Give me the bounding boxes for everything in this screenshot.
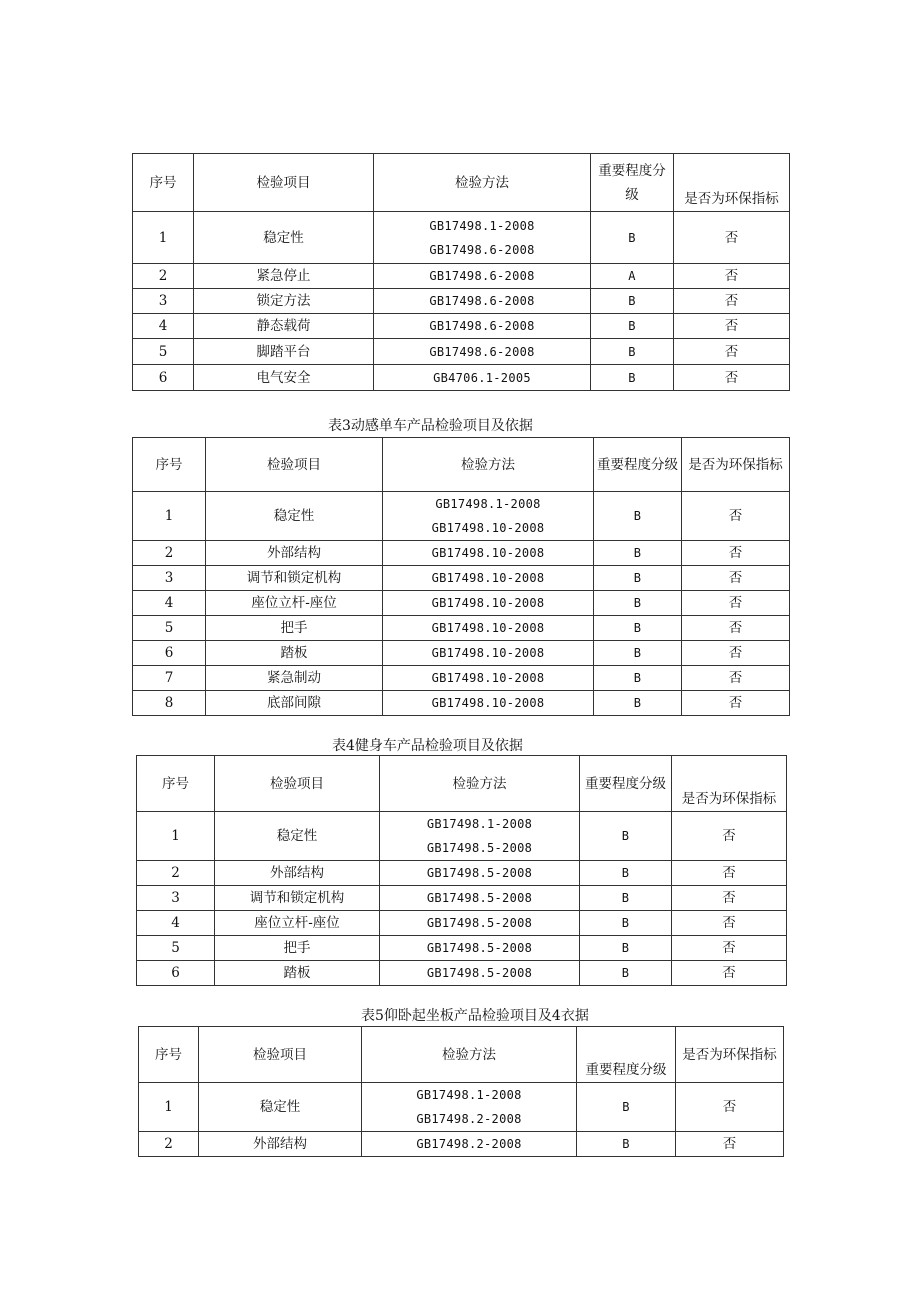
cell-inspection-item: 外部结构	[206, 541, 383, 566]
cell-serial-no: 7	[133, 666, 206, 691]
cell-serial-no: 8	[133, 691, 206, 716]
table-body	[133, 154, 790, 391]
cell-serial-no: 1	[137, 812, 215, 861]
table-row	[137, 911, 787, 936]
cell-environmental-indicator: 否	[672, 961, 787, 986]
method-standard: GB17498.1-2008	[416, 1088, 522, 1102]
table-row	[139, 1132, 784, 1157]
cell-inspection-method	[374, 314, 591, 339]
table-row	[133, 314, 790, 339]
header-inspection-item: 检验项目	[215, 756, 380, 812]
method-standard: GB17498.6-2008	[429, 294, 535, 308]
cell-inspection-item: 座位立杆-座位	[215, 911, 380, 936]
cell-inspection-method	[374, 339, 591, 365]
method-standard: GB17498.10-2008	[431, 521, 545, 535]
cell-importance-grade: B	[580, 861, 672, 886]
cell-environmental-indicator: 否	[674, 212, 790, 264]
table-body	[139, 1027, 784, 1157]
header-importance-grade: 重要程度分级	[591, 154, 674, 212]
cell-serial-no: 4	[137, 911, 215, 936]
cell-importance-grade: B	[594, 541, 682, 566]
cell-inspection-item: 外部结构	[215, 861, 380, 886]
cell-inspection-method	[380, 961, 580, 986]
method-standard: GB17498.10-2008	[431, 646, 545, 660]
method-standard: GB17498.5-2008	[426, 891, 533, 905]
header-environmental-indicator: 是否为环保指标	[674, 154, 790, 212]
cell-inspection-method	[383, 616, 594, 641]
header-inspection-item: 检验项目	[194, 154, 374, 212]
method-standard: GB17498.5-2008	[426, 841, 533, 855]
cell-inspection-item: 稳定性	[194, 212, 374, 264]
cell-inspection-item: 稳定性	[199, 1083, 362, 1132]
header-inspection-method: 检验方法	[380, 756, 580, 812]
method-standard: GB17498.1-2008	[426, 817, 533, 831]
header-environmental-indicator: 是否为环保指标	[676, 1027, 784, 1083]
table-row	[137, 936, 787, 961]
cell-inspection-item: 脚踏平台	[194, 339, 374, 365]
cell-serial-no: 4	[133, 591, 206, 616]
method-standard: GB17498.6-2008	[429, 319, 535, 333]
cell-environmental-indicator: 否	[682, 641, 790, 666]
table-row	[133, 365, 790, 391]
cell-serial-no: 3	[133, 289, 194, 314]
method-standard: GB17498.5-2008	[426, 916, 533, 930]
inspection-table-4	[136, 755, 787, 986]
table-row	[137, 961, 787, 986]
table-caption-3: 表3动感单车产品检验项目及依据	[328, 418, 533, 434]
cell-inspection-method	[362, 1132, 577, 1157]
cell-importance-grade: B	[580, 961, 672, 986]
header-inspection-method: 检验方法	[362, 1027, 577, 1083]
table-body	[133, 438, 790, 716]
cell-inspection-method	[380, 861, 580, 886]
cell-inspection-item: 稳定性	[215, 812, 380, 861]
cell-environmental-indicator: 否	[682, 666, 790, 691]
cell-serial-no: 1	[133, 212, 194, 264]
cell-environmental-indicator: 否	[682, 566, 790, 591]
cell-importance-grade: B	[594, 691, 682, 716]
table-row	[137, 861, 787, 886]
cell-environmental-indicator: 否	[672, 886, 787, 911]
cell-serial-no: 1	[133, 492, 206, 541]
cell-importance-grade: B	[591, 289, 674, 314]
header-inspection-item: 检验项目	[206, 438, 383, 492]
table-header-row	[137, 756, 787, 812]
table-row	[133, 641, 790, 666]
cell-inspection-method	[380, 812, 580, 861]
cell-environmental-indicator: 否	[674, 314, 790, 339]
method-standard: GB17498.2-2008	[416, 1137, 522, 1151]
table-header-row	[133, 154, 790, 212]
cell-inspection-item: 外部结构	[199, 1132, 362, 1157]
table-header-row	[139, 1027, 784, 1083]
cell-importance-grade: B	[580, 812, 672, 861]
method-standard: GB17498.6-2008	[429, 344, 535, 359]
cell-environmental-indicator: 否	[672, 812, 787, 861]
cell-importance-grade: B	[580, 936, 672, 961]
header-serial-no: 序号	[139, 1027, 199, 1083]
table-row	[133, 666, 790, 691]
cell-inspection-method	[383, 591, 594, 616]
method-standard: GB17498.10-2008	[431, 671, 545, 685]
table-row	[133, 264, 790, 289]
cell-inspection-item: 稳定性	[206, 492, 383, 541]
inspection-table-1	[132, 153, 790, 391]
cell-inspection-item: 调节和锁定机构	[206, 566, 383, 591]
header-inspection-method: 检验方法	[374, 154, 591, 212]
method-standard: GB17498.10-2008	[431, 596, 545, 610]
cell-environmental-indicator: 否	[682, 616, 790, 641]
cell-environmental-indicator: 否	[676, 1132, 784, 1157]
cell-serial-no: 3	[133, 566, 206, 591]
method-standard: GB17498.10-2008	[431, 571, 545, 585]
cell-inspection-item: 紧急停止	[194, 264, 374, 289]
method-standard: GB17498.5-2008	[426, 966, 533, 980]
method-standard: GB17498.2-2008	[416, 1112, 522, 1126]
table-row	[133, 212, 790, 264]
table-row	[133, 541, 790, 566]
cell-environmental-indicator: 否	[672, 861, 787, 886]
cell-serial-no: 3	[137, 886, 215, 911]
cell-inspection-item: 电气安全	[194, 365, 374, 391]
cell-inspection-item: 座位立杆-座位	[206, 591, 383, 616]
cell-serial-no: 1	[139, 1083, 199, 1132]
cell-inspection-method	[380, 886, 580, 911]
cell-inspection-item: 底部间隙	[206, 691, 383, 716]
cell-importance-grade: B	[577, 1083, 676, 1132]
cell-importance-grade: B	[591, 365, 674, 391]
cell-serial-no: 6	[137, 961, 215, 986]
header-serial-no: 序号	[133, 438, 206, 492]
table-caption-5: 表5仰卧起坐板产品检验项目及4衣据	[361, 1008, 589, 1024]
cell-inspection-method	[374, 212, 591, 264]
cell-inspection-method	[383, 666, 594, 691]
cell-serial-no: 5	[133, 339, 194, 365]
table-body	[137, 756, 787, 986]
header-importance-grade: 重要程度分级	[577, 1027, 676, 1083]
method-standard: GB17498.10-2008	[431, 621, 545, 635]
cell-inspection-item: 紧急制动	[206, 666, 383, 691]
cell-inspection-method	[383, 492, 594, 541]
cell-importance-grade: B	[580, 886, 672, 911]
cell-inspection-method	[380, 936, 580, 961]
table-row	[139, 1083, 784, 1132]
cell-serial-no: 6	[133, 365, 194, 391]
cell-importance-grade: B	[591, 314, 674, 339]
cell-serial-no: 5	[133, 616, 206, 641]
table-row	[137, 886, 787, 911]
method-standard: GB17498.10-2008	[431, 546, 545, 560]
method-standard: GB17498.6-2008	[429, 242, 535, 257]
cell-serial-no: 4	[133, 314, 194, 339]
cell-environmental-indicator: 否	[682, 492, 790, 541]
cell-environmental-indicator: 否	[682, 541, 790, 566]
cell-serial-no: 2	[137, 861, 215, 886]
method-standard: GB4706.1-2005	[433, 370, 531, 385]
cell-importance-grade: B	[577, 1132, 676, 1157]
cell-environmental-indicator: 否	[674, 365, 790, 391]
cell-importance-grade: B	[594, 591, 682, 616]
cell-inspection-item: 踏板	[215, 961, 380, 986]
cell-importance-grade: B	[594, 641, 682, 666]
method-standard: GB17498.1-2008	[435, 497, 541, 511]
inspection-table-5	[138, 1026, 784, 1157]
cell-inspection-method	[374, 289, 591, 314]
cell-inspection-method	[374, 264, 591, 289]
header-importance-grade: 重要程度分级	[580, 756, 672, 812]
cell-environmental-indicator: 否	[674, 289, 790, 314]
cell-serial-no: 6	[133, 641, 206, 666]
cell-environmental-indicator: 否	[674, 339, 790, 365]
table-row	[133, 566, 790, 591]
cell-inspection-method	[383, 641, 594, 666]
header-inspection-item: 检验项目	[199, 1027, 362, 1083]
table-row	[137, 812, 787, 861]
cell-inspection-method	[374, 365, 591, 391]
table-row	[133, 492, 790, 541]
table-row	[133, 289, 790, 314]
cell-inspection-method	[362, 1083, 577, 1132]
table-row	[133, 691, 790, 716]
cell-inspection-item: 锁定方法	[194, 289, 374, 314]
header-environmental-indicator: 是否为环保指标	[682, 438, 790, 492]
cell-inspection-method	[383, 691, 594, 716]
cell-serial-no: 2	[139, 1132, 199, 1157]
cell-importance-grade: B	[591, 212, 674, 264]
header-inspection-method: 检验方法	[383, 438, 594, 492]
header-serial-no: 序号	[137, 756, 215, 812]
cell-environmental-indicator: 否	[672, 936, 787, 961]
header-serial-no: 序号	[133, 154, 194, 212]
cell-inspection-method	[383, 566, 594, 591]
cell-serial-no: 5	[137, 936, 215, 961]
inspection-table-3	[132, 437, 790, 716]
cell-inspection-item: 调节和锁定机构	[215, 886, 380, 911]
method-standard: GB17498.1-2008	[429, 218, 535, 233]
header-importance-grade: 重要程度分级	[594, 438, 682, 492]
cell-inspection-item: 把手	[206, 616, 383, 641]
table-row	[133, 591, 790, 616]
cell-environmental-indicator: 否	[674, 264, 790, 289]
cell-inspection-item: 踏板	[206, 641, 383, 666]
table-row	[133, 339, 790, 365]
method-standard: GB17498.5-2008	[426, 941, 533, 955]
table-header-row	[133, 438, 790, 492]
cell-serial-no: 2	[133, 541, 206, 566]
cell-inspection-item: 把手	[215, 936, 380, 961]
cell-environmental-indicator: 否	[676, 1083, 784, 1132]
cell-inspection-method	[383, 541, 594, 566]
table-caption-4: 表4健身车产品检验项目及依据	[332, 738, 523, 754]
header-environmental-indicator: 是否为环保指标	[672, 756, 787, 812]
cell-importance-grade: B	[591, 339, 674, 365]
method-standard: GB17498.6-2008	[429, 269, 535, 283]
method-standard: GB17498.5-2008	[426, 866, 533, 880]
table-row	[133, 616, 790, 641]
cell-importance-grade: B	[594, 492, 682, 541]
cell-environmental-indicator: 否	[682, 691, 790, 716]
cell-inspection-item: 静态载荷	[194, 314, 374, 339]
cell-environmental-indicator: 否	[672, 911, 787, 936]
cell-importance-grade: B	[594, 666, 682, 691]
cell-environmental-indicator: 否	[682, 591, 790, 616]
cell-importance-grade: B	[594, 616, 682, 641]
method-standard: GB17498.10-2008	[431, 696, 545, 710]
cell-importance-grade: A	[591, 264, 674, 289]
cell-inspection-method	[380, 911, 580, 936]
cell-importance-grade: B	[580, 911, 672, 936]
cell-importance-grade: B	[594, 566, 682, 591]
cell-serial-no: 2	[133, 264, 194, 289]
